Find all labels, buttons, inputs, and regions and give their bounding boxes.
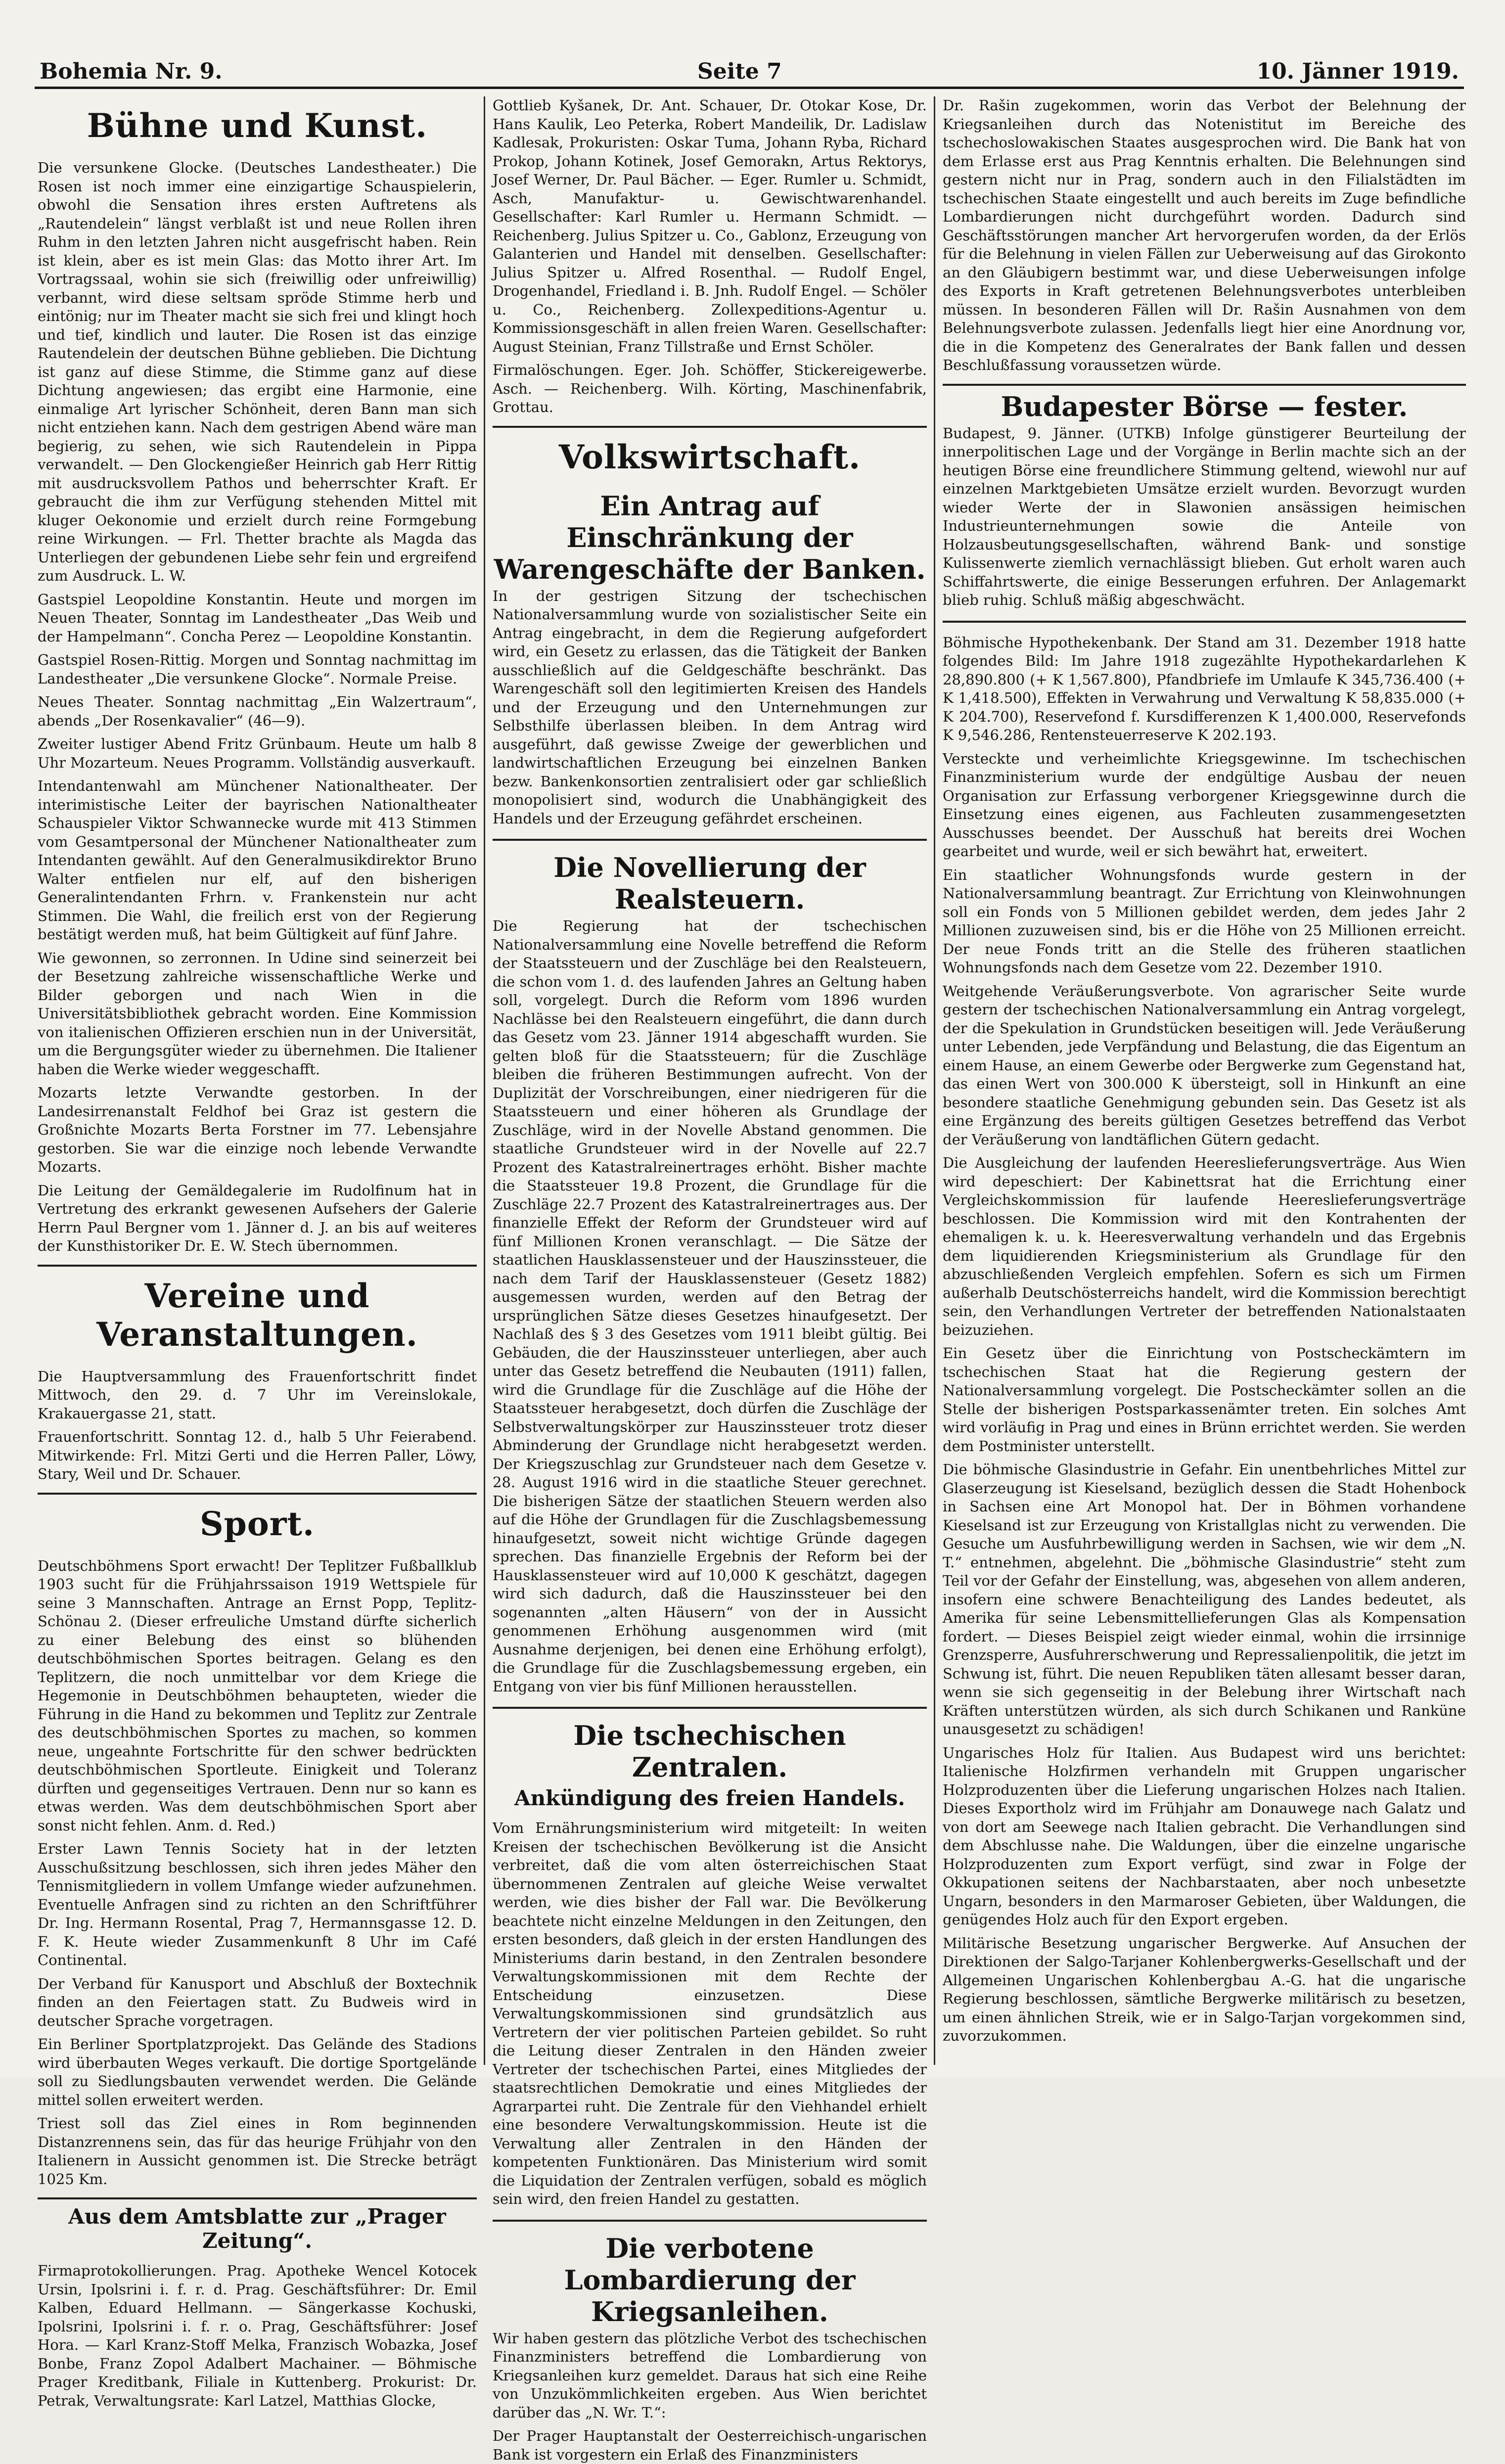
article-wohnungsfonds: Ein staatlicher Wohnungsfonds wurde gestern in der Nationalversammlung beantragt. Zur Errichtung von Kleinwohnungen soll ein Fonds von 5 Millionen gebildet werden, dem jedes Jahr 2 Millionen zuzuweisen sind, bis er die Höhe von 25 Millionen erreicht. Der neue Fonds tritt an die Stelle des früheren staatlichen Wohnungsfonds nach dem Gesetze vom 22. Dezember 1910. (943, 866, 1466, 976)
article-neues-theater: Neues Theater. Sonntag nachmittag „Ein Walzertraum“, abends „Der Rosenkavalier“ (46—9). (38, 693, 477, 729)
headline-budapester-boerse: Budapester Börse — fester. (1001, 390, 1408, 422)
article-kriegsgewinne: Versteckte und verheimlichte Kriegsgewinne. Im tschechischen Finanzministerium wurde der endgültige Ausbau der neuen Organisation zur Erfassung verborgener Kriegsgewinne durch die Einsetzung eines eigenen, aus Fachleuten zusammengesetzten Ausschusses beendet. Der Ausschuß hat bereits drei Wochen gearbeitet und wurde, weil er sich bewährt hat, erweitert. (943, 750, 1466, 860)
section-divider (493, 426, 927, 428)
article-gastspiel-rosen-rittig: Gastspiel Rosen-Rittig. Morgen und Sonntag nachmittag im Landestheater „Die versunkene Glocke“. Normale Preise. (38, 651, 477, 687)
section-title-amtsblatt: Aus dem Amtsblatte zur „Prager Zeitung“. (68, 2204, 446, 2253)
article-divider (493, 839, 927, 841)
article-heereslieferungen: Die Ausgleichung der laufenden Heereslieferungsverträge. Aus Wien wird depeschiert: Der Kabinettsrat hat die Errichtung einer Vergleichskommission für laufende Heereslieferungsverträge beschlossen. Die Kommission wird mit den Kontrahenten der ehemaligen k. u. k. Heeresverwaltung verhandeln und das Ergebnis dem liquidierenden Kriegsministerium als Grundlage für den abzuschließenden Vergleich empfehlen. Sofern es sich um Firmen außerhalb Deutschösterreichs handelt, wird die Kommission berechtigt sein, den Verhandlungen Vertreter der betreffenden Nationalstaaten beizuziehen. (943, 1154, 1466, 1338)
subheadline-zentralen: Ankündigung des freien Handels. (514, 1786, 905, 1810)
article-budapester-boerse: Budapest, 9. Jänner. (UTKB) Infolge günstigerer Beurteilung der innerpolitischen Lage und der Vorgänge in Berlin machte sich an der heutigen Börse eine freundlichere Stimmung geltend, wiewohl nur auf einzelnen Marktgebieten Umsätze erzielt wurden. Bevorzugt wurden wieder Werte der in Slawonien ansässigen heimischen Industrieunternehmungen sowie die Anteile von Holzausbeutungsgesellschaften, während Bank- und sonstige Kulissenwerte ziemlich vernachlässigt blieben. Gut erholt waren auch Schiffahrtswerte, die einige Besserungen erfuhren. Der Anlagemarkt blieb ruhig. Schluß mäßig abgeschwächt. (943, 424, 1466, 608)
article-ungarisches-holz: Ungarisches Holz für Italien. Aus Budapest wird uns berichtet: Italienische Holzfirmen verhandeln mit Gruppen ungarischer Holzproduzenten über die Lieferung ungarischen Holzes nach Italien. Dieses Exportholz wird im Frühjahr am Donauwege nach Galatz und von dort am Seewege nach Italien gebracht. Die Verhandlungen sind dem Abschlusse nahe. Die Waldungen, über die einzelne ungarische Holzproduzenten zum Export verfügt, sind zwar in Folge der Okkupationen seitens der Nachbarstaaten, aber noch unbesetzte Ungarn, besonders in den Marmaroser Gebieten, über Waldungen, die genügendes Holz auch für den Export ergeben. (943, 1744, 1466, 1928)
article-frauenfortschritt: Frauenfortschritt. Sonntag 12. d., halb 5 Uhr Feierabend. Mitwirkende: Frl. Mitzi Gerti und die Herren Paller, Löwy, Stary, Weil und Dr. Schauer. (38, 1428, 477, 1482)
article-mozarts-verwandte: Mozarts letzte Verwandte gestorben. In der Landesirrenanstalt Feldhof bei Graz ist gestern die Großnichte Mozarts Berta Forstner im 77. Lebensjahre gestorben. Sie war die einzige noch lebende Verwandte Mozarts. (38, 1084, 477, 1175)
section-divider (38, 1265, 477, 1267)
article-veraeusserungsverbote: Weitgehende Veräußerungsverbote. Von agrarischer Seite wurde gestern der tschechischen Nationalversammlung ein Antrag vorgelegt, der die Spekulation in Grundstücken beseitigen will. Jede Veräußerung unter Lebenden, jede Verpfändung und Belastung, die das Eigentum an einem Hause, an einem Gewerbe oder Bergwerke zum Gegenstand hat, das einen Wert von 300.000 K übersteigt, soll in Hinkunft an eine besondere staatliche Genehmigung gebunden sein. Das Gesetz ist als eine Ergänzung des bereits gültigen Gesetzes betreffend das Verbot der Veräußerung von landtäflichen Gütern gedacht. (943, 982, 1466, 1148)
article-hypothekenbank: Böhmische Hypothekenbank. Der Stand am 31. Dezember 1918 hatte folgendes Bild: Im Jahre 1918 zugezählte Hypothekardarlehen K 28,890.800 (+ K 1,567.800), Pfandbriefe im Umlaufe K 345,736.400 (+ K 1,418.500), Effekten in Verwahrung und Verwaltung K 58,835.000 (+ K 204.700), Reservefond f. Kursdifferenzen K 1,400.000, Reservefonds K 9,546.286, Rentensteuerreserve K 202.193. (943, 634, 1466, 743)
section-title-sport: Sport. (199, 1504, 315, 1543)
section-divider (38, 1493, 477, 1495)
article-firmen-continued: Gottlieb Kyšanek, Dr. Ant. Schauer, Dr. Otokar Kose, Dr. Hans Kaulik, Leo Peterka, Robert Mandeilik, Dr. Ladislaw Kadlesak, Prokuristen: Oskar Tuma, Johann Ryba, Richard Prokop, Johann Kotinek, Josef Gemorakn, Artus Rektorys, Josef Werner, Dr. Paul Bächer. — Eger. Rumler u. Schmidt, Asch, Manufaktur- u. Gewischtwarenhandel. Gesellschafter: Karl Rumler u. Hermann Schmidt. — Reichenberg. Julius Spitzer u. Co., Gablonz, Erzeugung von Galanterien und Handel mit denselben. Gesellschafter: Julius Spitzer u. Alfred Rosenthal. — Rudolf Engel, Drogenhandel, Friedland i. B. Jnh. Rudolf Engel. — Schöler u. Co., Reichenberg. Zollexpeditions-Agentur u. Kommissionsgeschäft in allen freien Waren. Gesellschafter: August Steinian, Franz Tillstraße und Ernst Schöler. (493, 97, 927, 355)
article-postscheckaemter: Ein Gesetz über die Einrichtung von Postscheckämtern im tschechischen Staat hat die Regierung gestern der Nationalversammlung vorgelegt. Die Postscheckämter sollen an die Stelle der bisherigen Postsparkassenämter treten. Ein solches Amt wird vorläufig in Prag und eines in Brünn errichtet werden. Sie werden dem Postminister unterstellt. (943, 1345, 1466, 1455)
article-divider (493, 1707, 927, 1709)
article-intendantenwahl: Intendantenwahl am Münchener Nationaltheater. Der interimistische Leiter der bayrischen Nationaltheater Schauspieler Viktor Schwannecke wurde mit 413 Stimmen vom Gesamtpersonal der Münchener Nationaltheater zum Intendanten gewählt. Auf den Generalmusikdirektor Bruno Walter entfielen nur elf, auf den bisherigen Generalintendanten Frhrn. v. Frankenstein nur acht Stimmen. Die Wahl, die freilich erst von der Regierung bestätigt werden muß, hat beim Gültigkeit auf fünf Jahre. (38, 777, 477, 943)
article-divider (493, 2220, 927, 2222)
article-zentralen: Vom Ernährungsministerium wird mitgeteilt: In weiten Kreisen der tschechischen Bevölkerung ist die Ansicht verbreitet, daß die vom alten österreichischen Staat übernommenen Zentralen auf gleiche Weise verwaltet werden, wie dies bisher der Fall war. Die Bevölkerung beachtete nicht einzelne Meldungen in den Zeitungen, den ersten besonders, daß gleich in der ersten Handlungen des Ministeriums darin bestand, in den Zentralen besondere Verwaltungskommissionen mit dem Rechte der Entscheidung einzusetzen. Diese Verwaltungskommissionen sind grundsätzlich aus Vertretern der vier politischen Parteien gebildet. So ruht die Leitung dieser Zentralen in den Händen zweier Vertreter der tschechischen Partei, eines Mitgliedes der staatsrechtlichen Demokratie und eines Mitgliedes der Agrarpartei ruht. Die Zentrale für den Viehhandel erhielt eine besondere Verwaltungskommission. Heute ist die Verwaltung aller Zentralen in den Händen der kompetenten Funktionären. Das Ministerium wird somit die Liquidation der Zentralen verfügen, sobald es möglich sein wird, den freien Handel zu gestatten. (493, 1820, 927, 2207)
article-divider (943, 621, 1466, 623)
column-1 (35, 96, 480, 2409)
article-triest: Triest soll das Ziel eines in Rom beginnenden Distanzrennens sein, das für das heurige Frühjahr von den Italienern in Aussicht genommen ist. Die Strecke beträgt 1025 Km. (38, 2115, 477, 2188)
article-versunkene-glocke: Die versunkene Glocke. (Deutsches Landestheater.) Die Rosen ist noch immer eine einzigartige Schauspielerin, obwohl die Sensation ihres ersten Auftretens als „Rautendelein“ längst verblaßt ist und neue Rollen ihren Ruhm in den letzten Jahren nicht ausgefrischt haben. Rein ist klein, aber es ist mein Glas: das Motto ihrer Art. Im Vortragssaal, wohin sie sich (freiwillig oder unfreiwillig) verbannt, wird diese seltsam spröde Stimme herb und eintönig; nur im Theater macht sie sich frei und klingt hoch und tief, kindlich und lauter. Die Rosen ist das einzige Rautendelein der deutschen Bühne geblieben. Die Dichtung ist ganz auf diese Stimme, die Stimme ganz auf diese Dichtung angewiesen; das ergibt eine Harmonie, eine einmalige Art lyrischer Schönheit, deren Bann man sich nicht entziehen kann. Nach dem gestrigen Abend wäre man begierig, zu sehen, wie sich Rautendelein in Pippa verwandelt. — Den Glockengießer Heinrich gab Herr Rittig mit ausdrucksvollem Pathos und beherrschter Kraft. Er gebraucht die ihm zur Verfügung stehenden Mittel mit kluger Oekonomie und erzielt durch reine Formgebung reine Wirkungen. — Frl. Thetter brachte als Magda das Unterliegen der gebundenen Liebe sehr fein und ergreifend zum Ausdruck. L. W. (38, 159, 477, 584)
article-gastspiel-konstantin: Gastspiel Leopoldine Konstantin. Heute und morgen im Neuen Theater, Sonntag im Landestheater „Das Weib und der Hampelmann“. Concha Perez — Leopoldine Konstantin. (38, 591, 477, 645)
section-title-volkswirtschaft: Volkswirtschaft. (558, 437, 861, 476)
article-glasindustrie: Die böhmische Glasindustrie in Gefahr. Ein unentbehrliches Mittel zur Glaserzeugung ist Kieselsand, bezüglich dessen die Stadt Hohenbock in Sachsen eine Art Monopol hat. Der in Böhmen vorhandene Kieselsand ist zur Erzeugung von Kristallglas nicht zu verwenden. Die Gesuche um Ausfuhrbewilligung werden in Sachsen, wie wir dem „N. T.“ entnehmen, abgelehnt. Die „böhmische Glasindustrie“ steht zum Teil vor der Gefahr der Einstellung, was, abgesehen von allem anderen, insofern eine schwere Benachteiligung des Landes bedeutet, als Amerika für seine Lebensmittellieferungen Glas als Kompensation fordert. — Dieses Beispiel zeigt wieder einmal, wohin die irrsinnige Grenzsperre, Ausfuhrerschwerung und Repressalienpolitik, die jetzt im Schwung ist, führt. Die neuen Republiken täten allesamt besser daran, wenn sie sich gegenseitig in der Belebung ihrer Wirtschaft nach Kräften unterstützen würden, als sich durch Schikanen und Ranküne unausgesetzt zu schädigen! (943, 1461, 1466, 1737)
article-firmaprotokollierungen: Firmaprotokollierungen. Prag. Apotheke Wencel Kotocek Ursin, Ipolsrini i. f. r. d. Prag. Geschäftsführer: Dr. Emil Kalben, Eduard Hellmann. — Sängerkasse Kochuski, Ipolsrini, Ipolsrini i. f. r. o. Prag, Geschäftsführer: Josef Hora. — Karl Kranz-Stoff Melka, Franzisch Wobazka, Josef Bonbe, Franz Zopol Adalbert Machainer. — Böhmische Prager Kreditbank, Filiale in Kuttenberg. Prokurist: Dr. Petrak, Verwaltungsrate: Karl Latzel, Matthias Glocke, (38, 2262, 477, 2409)
article-bergwerke: Militärische Besetzung ungarischer Bergwerke. Auf Ansuchen der Direktionen der Salgo-Tarjaner Kohlenbergwerks-Gesellschaft und der Allgemeinen Ungarischen Kohlenbergbau A.-G. hat die ungarische Regierung beschlossen, sämtliche Bergwerke militärisch zu besetzen, um einen ähnlichen Streik, wie er in Salgo-Tarjan vorgekommen sind, zuvorzukommen. (943, 1934, 1466, 2044)
article-novellierung: Die Regierung hat der tschechischen Nationalversammlung eine Novelle betreffend die Reform der Staatssteuern und der Zuschläge bei den Realsteuern, die schon vom 1. d. des laufenden Jahres an Geltung haben soll, vorgelegt. Durch die Reform vom 1896 wurden Nachlässe bei den Realsteuern eingeführt, die dann durch das Gesetz vom 23. Jänner 1914 abgeschafft wurden. Sie gelten bloß für die Staatssteuern; für die Zuschläge bleiben die früheren Bestimmungen aufrecht. Von der Duplizität der Vorschreibungen, einer niedrigeren für die Staatssteuern und einer höheren als Grundlage der Zuschläge, wird in der Novelle Abstand genommen. Die staatliche Grundsteuer wird in der Novelle auf 22.7 Prozent des Katastralreinertrages erhöht. Bisher machte die Staatssteuer 19.8 Prozent, die Grundlage für die Zuschläge 22.7 Prozent des Katastralreinertrages aus. Der finanzielle Effekt der Reform der Grundsteuer wird auf fünf Millionen Kronen veranschlagt. — Die Sätze der staatlichen Hausklassensteuer und der Hauszinssteuer, die nach dem Tarif der Hausklassensteuer (Gesetz 1882) ausgemessen wurden, werden auf den Betrag der ursprünglichen Sätze dieses Gesetzes hinaufgesetzt. Der Nachlaß des § 3 des Gesetzes vom 1911 bleibt gültig. Bei Gebäuden, die der Hauszinssteuer unterliegen, aber auch unter das Gesetz betreffend die Neubauten (1911) fallen, wird die Grundlage für die Zuschläge auf die Höhe der Staatssteuer herabgesetzt, doch dürfen die Zuschläge der Selbstverwaltungskörper zur Hauszinssteuer trotz dieser Abminderung der Grundlage nicht herabgesetzt werden. Der Kriegszuschlag zur Grundsteuer nach dem Gesetze v. 28. August 1916 wird in die staatliche Steuer gerechnet. Die bisherigen Sätze der staatlichen Steuern werden also auf die Höhe der Grundlagen für die Zuschlagsbemessung hinaufgesetzt, soweit nicht wichtige Gründe dagegen sprechen. Das finanzielle Ergebnis der Reform bei der Hausklassensteuer wird auf 10,000 K geschätzt, dagegen wird sich dadurch, daß die Hauszinssteuer bei den sogenannten „alten Häusern“ von der in Aussicht genommenen Erhöhung ausgenommen wird (mit Ausnahme derjenigen, bei denen eine Erhöhung erfolgt), die Grundlage für die Zuschlagsbemessung ergeben, ein Entgang von vier bis fünf Millionen herausstellen. (493, 917, 927, 1695)
headline-antrag: Ein Antrag auf Einschränkung der Warengeschäfte der Banken. (494, 490, 926, 585)
article-berliner-sportplatz: Ein Berliner Sportplatzprojekt. Das Gelände des Stadions wird überbauten Weges verkauft. Die dortige Sportgelände soll zu Siedlungsbauten verwendet werden. Die Gelände mittel sollen erweitert werden. (38, 2036, 477, 2108)
article-hauptversammlung: Die Hauptversammlung des Frauenfortschritt findet Mittwoch, den 29. d. 7 Uhr im Vereinslokale, Krakauergasse 21, statt. (38, 1368, 477, 1422)
article-kanusport: Der Verband für Kanusport und Abschluß der Boxtechnik finden an den Feiertagen statt. Zu Budweis wird in deutscher Sprache vorgetragen. (38, 1975, 477, 2029)
page-number: Seite 7 (697, 59, 782, 84)
column-rule-2 (934, 96, 935, 2065)
article-lawn-tennis: Erster Lawn Tennis Society hat in der letzten Ausschußsitzung beschlossen, sich ihren jedes Mäher den Tennismitgliedern in vollem Umfange wieder aufzunehmen. Eventuelle Anfragen sind zu richten an den Schriftführer Dr. Ing. Hermann Rosental, Prag 7, Hermannsgasse 12. D. F. K. Heute wieder Zusammenkunft 8 Uhr im Café Continental. (38, 1840, 477, 1968)
section-title-buehne: Bühne und Kunst. (87, 106, 428, 145)
section-divider (943, 384, 1466, 386)
article-lombardierung-1: Wir haben gestern das plötzliche Verbot des tschechischen Finanzministers betreffend die Lombardierung von Kriegsanleihen kurz gemeldet. Daraus hat sich eine Reihe von Unzukömmlichkeiten ergeben. Aus Wien berichtet darüber das „N. Wr. T.“: (493, 2329, 927, 2421)
section-title-vereine: Vereine und Veranstaltungen. (96, 1276, 418, 1354)
headline-zentralen: Die tschechischen Zentralen. (573, 1720, 846, 1783)
article-gemaeldegalerie: Die Leitung der Gemäldegalerie im Rudolfinum hat in Vertretung des erkrankt gewesenen Aufsehers der Galerie Herrn Paul Bergner vom 1. Jänner d. J. an bis auf weiteres der Kunsthistoriker Dr. E. W. Stech übernommen. (38, 1182, 477, 1254)
article-gruenbaum-abend: Zweiter lustiger Abend Fritz Grünbaum. Heute um halb 8 Uhr Mozarteum. Neues Programm. Vollständig ausverkauft. (38, 735, 477, 771)
headline-novellierung: Die Novellierung der Realsteuern. (553, 852, 866, 915)
article-lombardierung-2: Der Prager Hauptanstalt der Oesterreichisch-ungarischen Bank ist vorgestern ein Erlaß des Finanzministers (493, 2427, 927, 2463)
article-antrag-banken: In der gestrigen Sitzung der tschechischen Nationalversammlung wurde von sozialistischer Seite ein Antrag eingebracht, in dem die Regierung aufgefordert wird, ein Gesetz zu erlassen, das die Tätigkeit der Banken ausschließlich auf die Geldgeschäfte beschränkt. Das Warengeschäft soll den legitimierten Kreisen des Handels und der Erzeugung und den Unternehmungen zur Selbsthilfe überlassen bleiben. In dem Antrag wird ausgeführt, daß gewisse Zweige der gewerblichen und landwirtschaftlichen Erzeugung bei einzelnen Banken bezw. Bankenkonsortien zentralisiert oder gar schließlich monopolisiert sind, wodurch die Unabhängigkeit des Handels und der Erzeugung gefährdet erscheinen. (493, 587, 927, 827)
page-header (35, 52, 1464, 89)
column-rule-1 (484, 96, 485, 2065)
masthead-issue: Bohemia Nr. 9. (40, 59, 223, 84)
article-sport-erwacht: Deutschböhmens Sport erwacht! Der Teplitzer Fußballklub 1903 sucht für die Frühjahrssaison 1919 Wettspiele für seine 3 Mannschaften. Antrage an Ernst Popp, Teplitz-Schönau 2. (Dieser erfreuliche Umstand dürfte sicherlich zu einer Belebung des einst so blühenden deutschböhmischen Sportes beitragen. Gelang es den Teplitzern, die noch unmittelbar vor dem Kriege die Hegemonie in Deutschböhmen behaupteten, wieder die Führung in die Hand zu bekommen und Teplitz zur Zentrale des deutschböhmischen Sportes zu machen, so kommen neue, ungeahnte Fortschritte für den schwer bedrückten deutschböhmischen Sportleute. Einigkeit und Toleranz dürften und gegenseitiges Vertrauen. Denn nur so kann es etwas werden. Was dem deutschböhmischen Sport aber sonst nicht fehlen. Anm. d. Red.) (38, 1557, 477, 1834)
article-wie-gewonnen: Wie gewonnen, so zerronnen. In Udine sind seinerzeit bei der Besetzung zahlreiche wissenschaftliche Werke und Bilder geborgen und nach Wien in die Universitätsbibliothek gebracht worden. Eine Kommission von italienischen Offizieren erschien nun in der Universität, um die Bergungsgüter wieder zu übernehmen. Die Italiener haben die Werke wieder weggeschafft. (38, 949, 477, 1078)
article-lombardierung-continued: Dr. Rašin zugekommen, worin das Verbot der Belehnung der Kriegsanleihen durch das Notenistitut im Bereiche des tschechoslowakischen Staates ausgesprochen wird. Die Bank hat von dem Erlasse erst aus Prag Kenntnis erhalten. Die Belehnungen sind gestern nicht nur in Prag, sondern auch in den Filialstädten im tschechischen Staate eingestellt und auch bereits im Zuge befindliche Lombardierungen nicht durchgeführt worden. Dadurch sind Geschäftsstörungen mancher Art hervorgerufen worden, da der Erlös für die Belehnung in vielen Fällen zur Ueberweisung auf das Girokonto an den Gläubigern bestimmt war, und diese Ueberweisungen infolge des Exports in Kraft getretenen Belehnungsverbotes unterbleiben müssen. In besonderen Fällen will Dr. Rašin Ausnahmen von dem Belehnungsverbote zulassen. Jedenfalls liegt hier eine Anordnung vor, die in die Kompetenz des Generalrates der Bank fallen und dessen Beschlußfassung voraussetzen würde. (943, 97, 1466, 373)
section-divider (38, 2197, 477, 2199)
column-3 (940, 96, 1469, 2065)
headline-lombardierung: Die verbotene Lombardierung der Kriegsanleihen. (564, 2232, 856, 2327)
issue-date: 10. Jänner 1919. (1256, 59, 1459, 84)
article-firmaloeschungen: Firmalöschungen. Eger. Joh. Schöffer, Stickereigewerbe. Asch. — Reichenberg. Wilh. Körting, Maschinenfabrik, Grottau. (493, 362, 927, 415)
column-2 (490, 96, 930, 2463)
